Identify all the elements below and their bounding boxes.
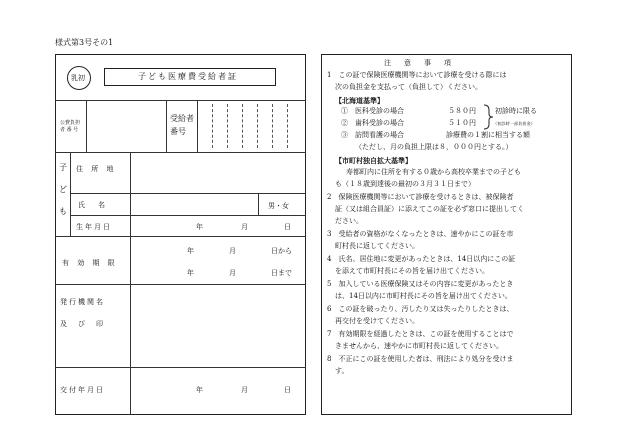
recipient-card xyxy=(55,54,306,415)
divider xyxy=(197,100,198,152)
issuer-seal-label: 及 び 印 xyxy=(60,320,105,328)
child-label: ど xyxy=(59,185,67,194)
medical-visit-amount: ５８０円 xyxy=(448,107,476,115)
address-label: 住 所 地 xyxy=(76,165,117,173)
dental-visit-label: ② 歯科受診の場合 xyxy=(341,119,404,127)
divider xyxy=(55,100,306,101)
card-title: 子ども医療費受給者証 xyxy=(138,72,238,81)
monthly-cap-note: （ただし、月の負担上限は８，０００円とする。） xyxy=(355,143,513,151)
note-8: 8 不正にこの証を使用した者は、刑法により処分を受けま xyxy=(327,355,514,363)
digit-divider xyxy=(257,104,258,148)
name-label: 氏 名 xyxy=(78,201,108,209)
gender-label: 男・女 xyxy=(268,202,289,210)
municipal-note: も（１８歳到達後の最初の３月３１日まで） xyxy=(335,180,475,188)
recipient-number-label: 受給者 xyxy=(170,114,194,123)
brace-note: 初診時に限る xyxy=(495,107,537,115)
note-7: 7 有効期限を経過したときは、この証を使用することはで xyxy=(327,330,514,338)
validity-from-month: 月 xyxy=(229,247,236,255)
brace-subnote: （初診時一部負担金） xyxy=(493,121,535,126)
note-6: 6 この証を破ったり、汚したり又は失ったりしたときは、 xyxy=(327,305,514,313)
stamp-label: 乳初 xyxy=(71,74,85,82)
issue-date-label: 交付年月日 xyxy=(60,386,105,394)
note-5: 5 加入している医療保険又はその内容に変更があったとき xyxy=(327,280,514,288)
divider xyxy=(130,284,131,367)
dental-visit-amount: ５１０円 xyxy=(448,119,476,127)
divider xyxy=(70,152,71,236)
form-number-label: 様式第3号その1 xyxy=(55,38,114,47)
note-6: 再交付を受けてください。 xyxy=(335,317,419,325)
home-nursing-label: ③ 訪問看護の場合 xyxy=(341,131,404,139)
note-2: ださい。 xyxy=(335,217,363,225)
digit-divider xyxy=(287,104,288,148)
notes-heading: 注 意 事 項 xyxy=(384,59,454,67)
divider xyxy=(130,152,131,236)
issue-day-label: 日 xyxy=(284,386,291,394)
birth-month-label: 月 xyxy=(241,223,248,231)
divider xyxy=(70,193,306,194)
birth-date-label: 生年月日 xyxy=(76,223,112,231)
validity-until-month: 月 xyxy=(229,269,236,277)
divider xyxy=(166,100,167,152)
payer-number-label: 者 番 号 xyxy=(60,127,79,133)
note-1: 1 この証で保険医療機関等において診療を受ける際には xyxy=(327,71,507,79)
validity-until-year: 年 xyxy=(187,269,194,277)
home-nursing-note: 診療費の１割に相当する額 xyxy=(446,131,530,139)
divider xyxy=(86,100,87,152)
digit-divider xyxy=(242,104,243,148)
divider xyxy=(55,152,306,153)
digit-divider xyxy=(212,104,213,148)
note-4: を添えて市町村長にその旨を届け出てください。 xyxy=(335,267,489,275)
digit-divider xyxy=(227,104,228,148)
note-2: 2 保険医療機関等において診療を受けるときは、被保険者 xyxy=(327,193,514,201)
validity-until-label: 日まで xyxy=(271,269,292,277)
divider xyxy=(130,367,131,415)
brace-icon xyxy=(482,103,494,131)
birth-day-label: 日 xyxy=(284,223,291,231)
note-4: 4 氏名、居住地に変更があったときは、14日以内にこの証 xyxy=(327,255,516,263)
divider xyxy=(55,236,306,237)
birth-year-label: 年 xyxy=(196,223,203,231)
note-8: す。 xyxy=(335,367,349,375)
note-3: 3 受給者の資格がなくなったときは、速やかにこの証を市 xyxy=(327,230,514,238)
divider xyxy=(55,367,306,368)
municipal-note: 寿都町内に住所を有する０歳から高校卒業までの子ども xyxy=(346,168,521,176)
note-2: 証（又は組合員証）に添えてこの証を必ず窓口に提出してく xyxy=(335,205,524,213)
issue-month-label: 月 xyxy=(241,386,248,394)
digit-divider xyxy=(272,104,273,148)
note-7: きませんから、速やかに市町村長に返してください。 xyxy=(335,342,503,350)
child-label: 子 xyxy=(59,163,67,172)
validity-from-year: 年 xyxy=(187,247,194,255)
recipient-number-label: 番号 xyxy=(170,127,186,136)
divider xyxy=(70,215,306,216)
payer-number-label: 公費負担 xyxy=(60,120,81,126)
child-label: も xyxy=(59,207,67,216)
note-5: は、14日以内に市町村長にその旨を届け出てください。 xyxy=(335,292,512,300)
divider xyxy=(258,193,259,215)
issue-year-label: 年 xyxy=(196,386,203,394)
hokkaido-standard-title: 【北海道基準】 xyxy=(335,96,384,105)
issuer-label: 発行機関名 xyxy=(60,298,105,306)
note-3: 町村長に返してください。 xyxy=(335,242,419,250)
validity-from-label: 日から xyxy=(271,247,292,255)
divider xyxy=(55,284,306,285)
divider xyxy=(130,236,131,284)
medical-visit-label: ① 医科受診の場合 xyxy=(341,107,404,115)
municipal-standard-title: 【市町村独自拡大基準】 xyxy=(335,156,412,165)
validity-label: 有 効 期 限 xyxy=(62,259,118,267)
note-1: 次の負担金を支払って（負担して）ください。 xyxy=(335,83,482,91)
